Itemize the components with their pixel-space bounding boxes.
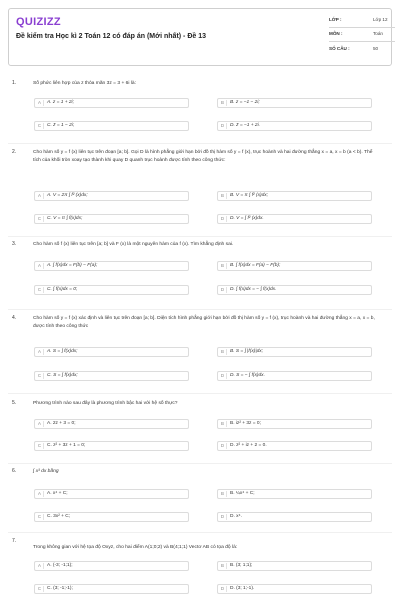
question-divider (8, 143, 392, 144)
option-text: A. x⁴ + C; (47, 491, 68, 496)
option-letter: B (219, 491, 227, 497)
option-text: B. (3; 1;1); (230, 563, 253, 568)
question-text: Số phức liên hợp của z thỏa mãn 3z = 3 + 6i là: (33, 81, 136, 86)
question-text: Cho hàm số f (x) liên tục trên [a; b] và F (x) là một nguyên hàm của f (x). Tìm khẳng định sai. (33, 242, 234, 247)
option-b[interactable] (217, 489, 372, 499)
option-d[interactable] (217, 584, 372, 594)
question-number: 4. (12, 315, 17, 321)
option-text: B. iz² + 3z = 0; (230, 421, 261, 426)
option-text: A. V = 2π ∫ f² (x)dx; (47, 193, 88, 198)
question-text: ∫ x³ dx bằng (33, 469, 59, 474)
option-text: D. z̄ = −1 + 2i. (230, 123, 260, 128)
option-letter: A (36, 100, 44, 106)
option-text: D. (3; 1;-1). (230, 586, 255, 591)
option-letter: A (36, 349, 44, 355)
option-letter: B (219, 563, 227, 569)
option-letter: D (219, 216, 227, 222)
question-divider (8, 309, 392, 310)
option-letter: C (36, 514, 44, 520)
option-letter: D (219, 514, 227, 520)
option-c[interactable] (34, 584, 189, 594)
option-b[interactable] (217, 191, 372, 201)
option-letter: A (36, 193, 44, 199)
question-number: 6. (12, 468, 17, 474)
option-text: C. V = π ∫ f(x)dx; (47, 216, 83, 221)
option-c[interactable] (34, 121, 189, 131)
question-divider (8, 463, 392, 464)
option-text: B. V = π ∫ f² (x)dx; (230, 193, 268, 198)
option-text: A. 2z + 3 = 0; (47, 421, 76, 426)
question-count-value: 50 (373, 46, 379, 51)
option-text: A. (-3; -1;1); (47, 563, 73, 568)
option-text: C. ∫ f(x)dx = 0; (47, 287, 78, 292)
option-text: A. z = 1 + 2i; (47, 100, 74, 105)
meta-divider (329, 27, 395, 28)
option-text: C. (3; -1;-1); (47, 586, 73, 591)
option-d[interactable] (217, 441, 372, 451)
question-text: Trong không gian với hệ tọa độ Oxyz, cho hai điểm A(1;0;2) và B(4;1;1) Vectơ AB có tọa độ là: (33, 545, 238, 550)
subject-value: Toán (373, 31, 383, 36)
option-text: C. z̄ = 1 − 2i; (47, 123, 75, 128)
option-text: D. x⁴. (230, 514, 242, 519)
question-number: 5. (12, 400, 17, 406)
class-label: LỚP : (329, 17, 342, 22)
question-text: Cho hàm số y = f (x) xác định và liên tục trên đoạn [a; b]. Diện tích hình phẳng giới hạn bởi đồ thị hàm số y = f (x), trục hoành và hai đường thẳng x = a, x = b, được tính theo công thức (33, 316, 375, 329)
option-text: C. z² + 3z + 1 = 0; (47, 443, 86, 448)
option-text: D. V = ∫ f² (x)dx. (230, 216, 264, 221)
option-b[interactable] (217, 561, 372, 571)
option-text: D. S = − ∫ f(x)dx. (230, 373, 265, 378)
option-letter: B (219, 193, 227, 199)
option-a[interactable] (34, 419, 189, 429)
question-divider (8, 532, 392, 533)
option-letter: D (219, 287, 227, 293)
option-text: D. ∫ f(x)dx = − ∫ f(x)dx. (230, 287, 277, 292)
option-letter: B (219, 100, 227, 106)
option-letter: C (36, 443, 44, 449)
option-d[interactable] (217, 285, 372, 295)
option-b[interactable] (217, 98, 372, 108)
subject-label: MÔN : (329, 31, 343, 36)
question-divider (8, 393, 392, 394)
option-letter: B (219, 263, 227, 269)
option-a[interactable] (34, 261, 189, 271)
option-a[interactable] (34, 347, 189, 357)
option-letter: B (219, 421, 227, 427)
option-letter: D (219, 443, 227, 449)
option-b[interactable] (217, 261, 372, 271)
quizizz-logo: QUIZIZZ (16, 16, 61, 28)
meta-divider (329, 41, 395, 42)
option-a[interactable] (34, 191, 189, 201)
option-letter: C (36, 216, 44, 222)
option-letter: C (36, 586, 44, 592)
option-letter: D (219, 123, 227, 129)
class-value: Lớp 12 (373, 17, 388, 22)
option-a[interactable] (34, 98, 189, 108)
option-letter: A (36, 563, 44, 569)
option-letter: D (219, 586, 227, 592)
option-d[interactable] (217, 214, 372, 224)
question-count-label: SỐ CÂU : (329, 46, 350, 51)
question-text: Phương trình nào sau đây là phương trình bậc hai với hệ số thực? (33, 401, 178, 406)
option-d[interactable] (217, 121, 372, 131)
question-number: 2. (12, 149, 17, 155)
option-text: A. ∫ f(x)dx = F(b) − F(a); (47, 263, 98, 268)
option-text: B. z = −1 − 2i; (230, 100, 260, 105)
option-a[interactable] (34, 561, 189, 571)
option-text: C. S = ∫ f(x)dx; (47, 373, 78, 378)
option-text: B. S = ∫ |f(x)|dx; (230, 349, 263, 354)
option-c[interactable] (34, 441, 189, 451)
option-letter: A (36, 263, 44, 269)
option-letter: A (36, 491, 44, 497)
option-b[interactable] (217, 419, 372, 429)
question-number: 1. (12, 80, 17, 86)
quiz-header (8, 8, 392, 66)
page-title: Đề kiểm tra Học kì 2 Toán 12 có đáp án (Mới nhất) - Đề 13 (16, 33, 207, 40)
option-a[interactable] (34, 489, 189, 499)
option-text: A. S = ∫ f(x)dx; (47, 349, 78, 354)
option-text: B. ∫ f(x)dx = F(a) − F(b); (230, 263, 281, 268)
option-d[interactable] (217, 512, 372, 522)
question-text: Cho hàm số y = f (x) liên tục trên đoạn [a; b]. Gọi D là hình phẳng giới hạn bởi đồ thị hàm số y = f (x), trục hoành và hai đường thẳng x = a, x = b (a < b). Thể tích của khối tròn xoay tạo thành khi quay D quanh trục hoành được tính theo công thức: (33, 150, 373, 163)
question-number: 3. (12, 241, 17, 247)
option-letter: C (36, 123, 44, 129)
option-text: B. ¼x⁴ + C; (230, 491, 255, 496)
option-text: D. z² + iz + 2 = 0. (230, 443, 267, 448)
option-letter: C (36, 287, 44, 293)
option-text: C. 3x² + C; (47, 514, 71, 519)
option-b[interactable] (217, 347, 372, 357)
question-divider (8, 236, 392, 237)
option-letter: C (36, 373, 44, 379)
option-letter: B (219, 349, 227, 355)
option-letter: A (36, 421, 44, 427)
option-c[interactable] (34, 214, 189, 224)
option-c[interactable] (34, 512, 189, 522)
option-letter: D (219, 373, 227, 379)
question-number: 7. (12, 538, 17, 544)
option-d[interactable] (217, 371, 372, 381)
option-c[interactable] (34, 285, 189, 295)
option-c[interactable] (34, 371, 189, 381)
